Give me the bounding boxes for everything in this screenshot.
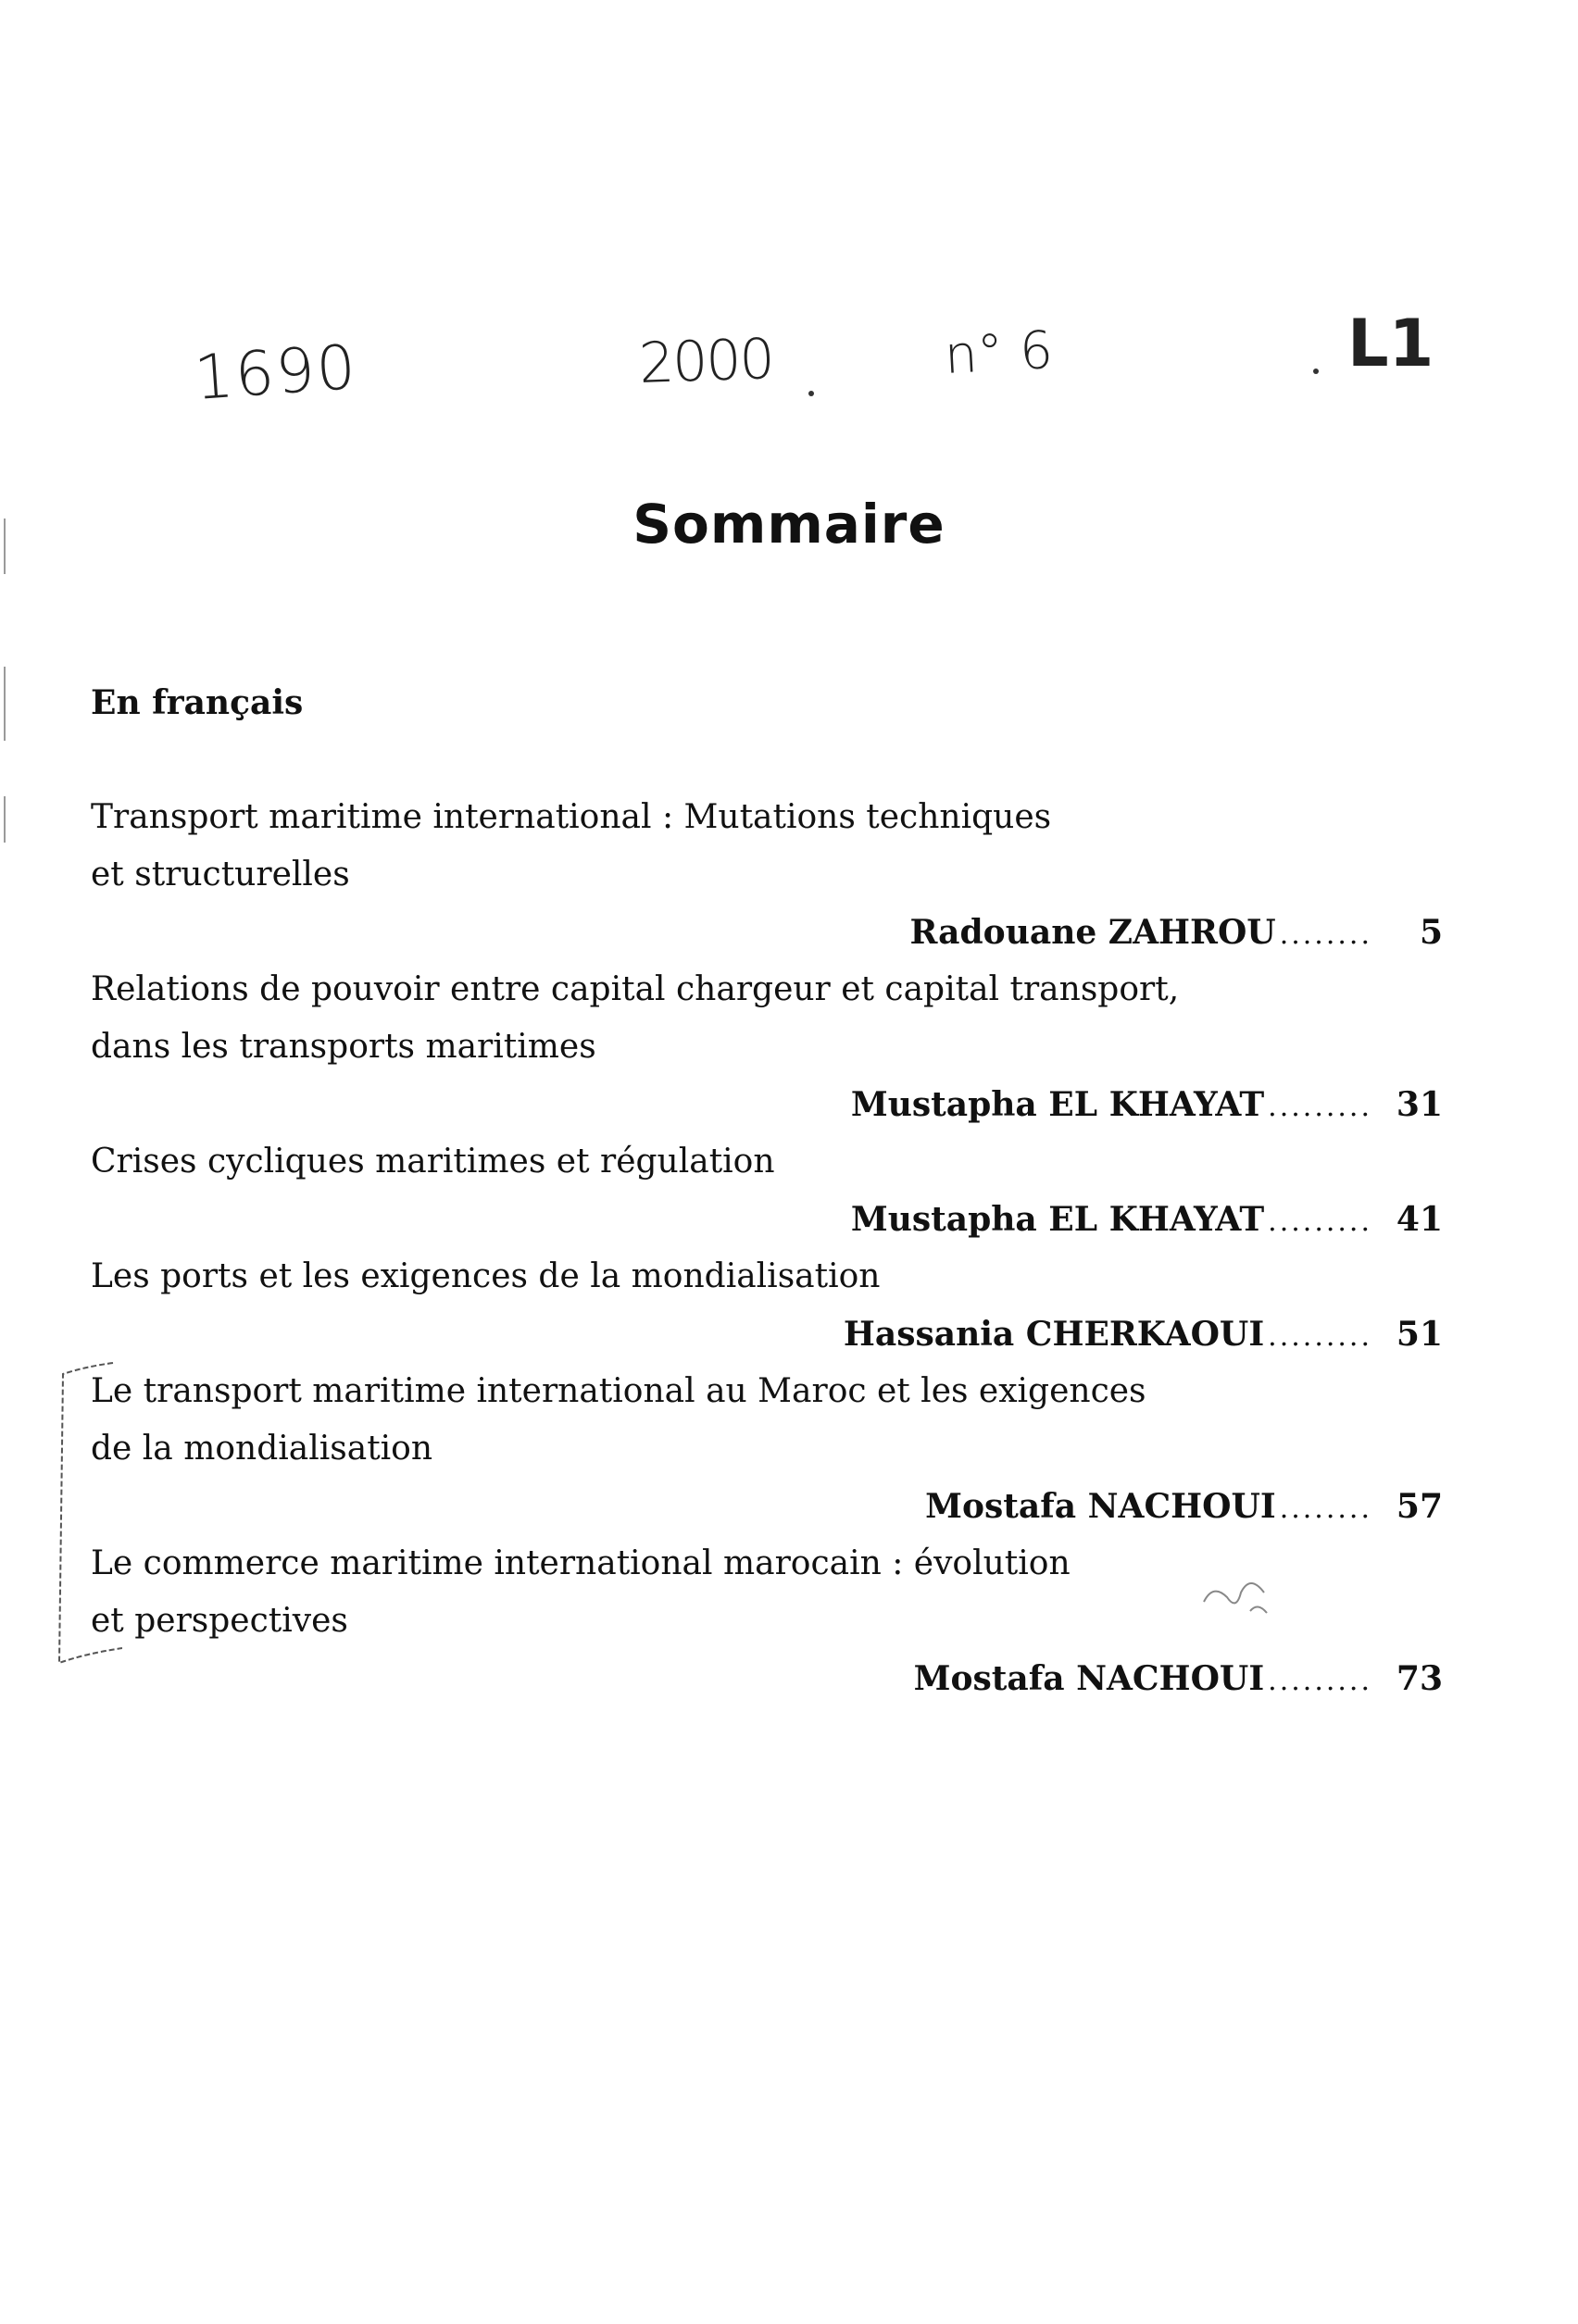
toc-entry[interactable] (91, 1133, 1443, 1248)
entry-author: Mostafa NACHOUI (925, 1487, 1276, 1526)
entry-title-line: Le commerce maritime international marocain : évolution (91, 1544, 1071, 1582)
dot-leader: ......... (1268, 1206, 1372, 1238)
entry-title-line: de la mondialisation (91, 1430, 433, 1468)
handwritten-issue: n° 6 (943, 319, 1055, 386)
entry-title-line: Transport maritime international : Mutations techniques (91, 798, 1052, 836)
entry-title-line: Crises cycliques maritimes et régulation (91, 1143, 775, 1181)
entry-author-row (91, 904, 1443, 961)
entry-title (91, 1535, 1258, 1650)
dot-leader: ........ (1279, 918, 1372, 951)
toc-entry[interactable] (91, 961, 1443, 1133)
entry-author: Mustapha EL KHAYAT (850, 1200, 1265, 1239)
toc-entry[interactable] (91, 789, 1443, 961)
handwritten-scribble-mark (1185, 1565, 1296, 1630)
entry-title (91, 1133, 1258, 1191)
scan-edge-mark (4, 796, 6, 843)
entry-author-row (91, 1076, 1443, 1133)
entry-author: Radouane ZAHROU (909, 913, 1276, 952)
dot-leader: ......... (1268, 1665, 1372, 1697)
entry-title (91, 1363, 1258, 1478)
handwritten-ref-number: 1690 (192, 331, 360, 414)
entry-title-line: Relations de pouvoir entre capital chargeur et capital transport, (91, 970, 1180, 1008)
entry-page-number: 31 (1396, 1085, 1443, 1124)
entry-page-number: 51 (1396, 1315, 1443, 1354)
handwritten-year: 2000 (637, 326, 774, 396)
handwritten-dot (808, 391, 814, 396)
entry-title-line: et perspectives (91, 1602, 348, 1640)
entry-page-number: 5 (1419, 913, 1443, 952)
entry-title-line: Les ports et les exigences de la mondialisation (91, 1257, 881, 1295)
handwritten-dot (1313, 369, 1319, 374)
entry-author: Mostafa NACHOUI (913, 1659, 1265, 1698)
section-heading: En français (91, 683, 304, 722)
handwritten-bracket-mark (48, 1357, 122, 1676)
entry-title-line: dans les transports maritimes (91, 1028, 596, 1066)
entry-title (91, 961, 1258, 1076)
entry-author: Mustapha EL KHAYAT (850, 1085, 1265, 1124)
dot-leader: ......... (1268, 1091, 1372, 1123)
entry-title-line: Le transport maritime international au Maroc et les exigences (91, 1372, 1146, 1410)
dot-leader: ......... (1268, 1320, 1372, 1353)
entry-title (91, 789, 1258, 904)
entry-page-number: 57 (1396, 1487, 1443, 1526)
entry-author-row (91, 1191, 1443, 1248)
page-title: Sommaire (632, 493, 946, 556)
toc-entry[interactable] (91, 1248, 1443, 1363)
dot-leader: ........ (1279, 1493, 1372, 1525)
entry-author-row (91, 1650, 1443, 1707)
scan-edge-mark (4, 667, 6, 741)
entry-title-line: et structurelles (91, 856, 350, 893)
handwritten-code: L1 (1347, 306, 1434, 381)
entry-author: Hassania CHERKAOUI (843, 1315, 1265, 1354)
entry-title (91, 1248, 1258, 1306)
entry-page-number: 41 (1396, 1200, 1443, 1239)
entry-page-number: 73 (1396, 1659, 1443, 1698)
entry-author-row (91, 1478, 1443, 1535)
toc-entry[interactable] (91, 1363, 1443, 1535)
entry-author-row (91, 1306, 1443, 1363)
